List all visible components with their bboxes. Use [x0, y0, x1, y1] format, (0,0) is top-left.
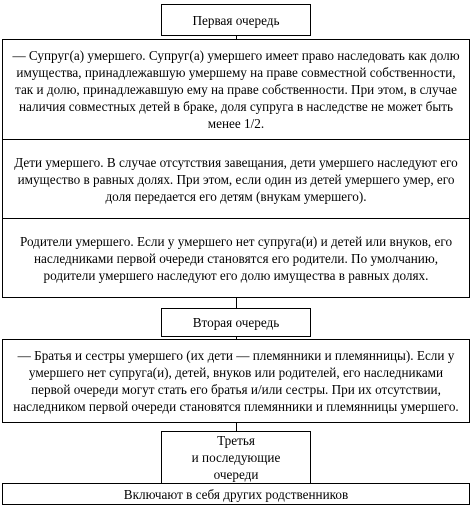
third-order-box — [2, 483, 470, 505]
spouse-box — [2, 39, 470, 140]
third-order-header-line3: очереди — [213, 467, 259, 482]
third-order-header-line2: и последующие — [191, 450, 281, 465]
second-order-header — [161, 308, 311, 337]
connector-line — [236, 298, 237, 308]
third-order-header-line1: Третья — [217, 433, 255, 448]
second-order-header-text: Вторая очередь — [192, 315, 280, 330]
connector-line — [236, 423, 237, 431]
siblings-box — [2, 339, 470, 423]
parents-box — [2, 218, 470, 298]
first-order-header-text: Первая очередь — [192, 12, 280, 28]
siblings-text: — Братья и сестры умершего (их дети — племянники и племянницы). Если у умершего нет супруга(и), детей, внуков или родителей, его наследниками первой очереди могут стать его братья и/или сестры. При их отсутствии, наследником первой очереди становятся племянники и племянницы умершего. — [13, 348, 459, 414]
children-text: Дети умершего. В случае отсутствия завещания, дети умершего наследуют его имущество в равных долях. При этом, если один из детей умершего умер, его доля передается его детям (внукам умершего). — [14, 154, 458, 204]
children-box — [2, 139, 470, 219]
third-order-text: Включают в себя других родственников — [123, 486, 349, 502]
parents-text: Родители умершего. Если у умершего нет супруга(и) и детей или внуков, его наследниками первой очереди становятся его родители. По умолчанию, родители умершего наследуют его долю имущества в равных долях. — [19, 233, 453, 283]
third-order-header — [161, 431, 311, 484]
spouse-text: — Супруг(а) умершего. Супруг(а) умершего имеет право наследовать как долю имущества, принадлежавшую умершему на праве совместной собственности, так и долю, принадлежавшую ему на праве собственности. При этом, в случае наличия совместных детей в браке, доля супруга в наследстве не может быть менее 1/2. — [12, 48, 460, 131]
first-order-header — [161, 4, 311, 36]
